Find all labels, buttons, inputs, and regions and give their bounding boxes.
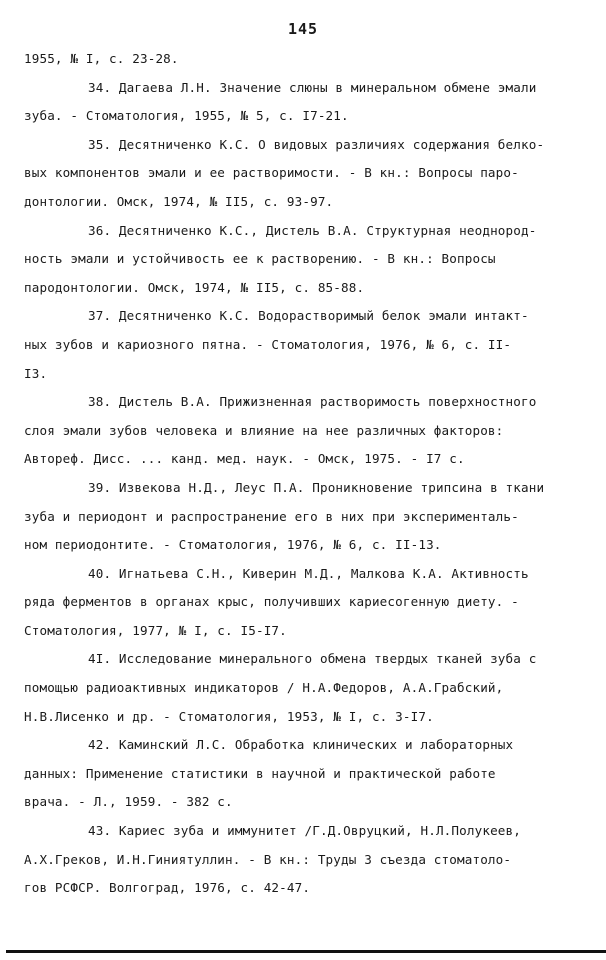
reference-list — [24, 45, 594, 903]
reference-43-line-3: гов РСФСР. Волгоград, 1976, с. 42-47. — [24, 880, 311, 896]
reference-39-line-3: ном периодонтите. - Стоматология, 1976, № 6, с. II-13. — [24, 537, 442, 553]
reference-0-line-1: 1955, № I, с. 23-28. — [24, 51, 179, 66]
reference-41-line-2: помощью радиоактивных индикаторов / Н.А.Федоров, А.А.Грабский, — [24, 680, 504, 696]
reference-37-line-2: ных зубов и кариозного пятна. - Стоматология, 1976, № 6, с. II- — [24, 336, 512, 352]
reference-34-line-2: зуба. - Стоматология, 1955, № 5, с. I7-21. — [24, 108, 349, 124]
reference-42-line-3: врача. - Л., 1959. - 382 с. — [24, 794, 233, 810]
reference-39-line-1: 39. Извекова Н.Д., Леус П.А. Проникновение трипсина в ткани — [88, 479, 545, 495]
reference-35-line-1: 35. Десятниченко К.С. О видовых различиях содержания белко- — [88, 136, 545, 152]
reference-35-line-3: донтологии. Омск, 1974, № II5, с. 93-97. — [24, 193, 334, 209]
reference-40-line-2: ряда ферментов в органах крыс, получивших кариесогенную диету. - — [24, 594, 519, 610]
reference-42-line-1: 42. Каминский Л.С. Обработка клинических и лабораторных — [88, 737, 514, 753]
reference-36-line-3: пародонтологии. Омск, 1974, № II5, с. 85-88. — [24, 279, 365, 295]
page-number: 145 — [287, 20, 319, 38]
reference-41-line-3: Н.В.Лисенко и др. - Стоматология, 1953, № I, с. 3-I7. — [24, 708, 434, 724]
reference-38-line-1: 38. Дистель В.А. Прижизненная растворимость поверхностного — [88, 394, 537, 410]
reference-37-line-3: I3. — [24, 365, 48, 381]
reference-36-line-2: ность эмали и устойчивость ее к растворению. - В кн.: Вопросы — [24, 251, 496, 267]
reference-37-line-1: 37. Десятниченко К.С. Водорастворимый белок эмали интакт- — [88, 308, 529, 324]
reference-38-line-3: Автореф. Дисс. ... канд. мед. наук. - Омск, 1975. - I7 с. — [24, 451, 465, 467]
reference-40-line-3: Стоматология, 1977, № I, с. I5-I7. — [24, 622, 287, 638]
reference-39-line-2: зуба и периодонт и распространение его в них при эксперименталь- — [24, 508, 519, 524]
reference-42-line-2: данных: Применение статистики в научной и практической работе — [24, 765, 496, 781]
reference-41-line-1: 4I. Исследование минерального обмена твердых тканей зуба с — [88, 651, 537, 667]
reference-34-line-1: 34. Дагаева Л.Н. Значение слюны в минеральном обмене эмали — [88, 79, 537, 95]
bottom-rule — [6, 950, 606, 953]
reference-35-line-2: вых компонентов эмали и ее растворимости. - В кн.: Вопросы паро- — [24, 165, 519, 181]
reference-38-line-2: слоя эмали зубов человека и влияние на нее различных факторов: — [24, 422, 504, 438]
reference-36-line-1: 36. Десятниченко К.С., Дистель В.А. Структурная неоднород- — [88, 222, 537, 238]
reference-40-line-1: 40. Игнатьева С.Н., Киверин М.Д., Малкова К.А. Активность — [88, 565, 529, 581]
reference-43-line-1: 43. Кариес зуба и иммунитет /Г.Д.Овруцкий, Н.Л.Полукеев, — [88, 823, 521, 839]
reference-43-line-2: А.Х.Греков, И.Н.Гиниятуллин. - В кн.: Труды 3 съезда стоматоло- — [24, 851, 512, 867]
